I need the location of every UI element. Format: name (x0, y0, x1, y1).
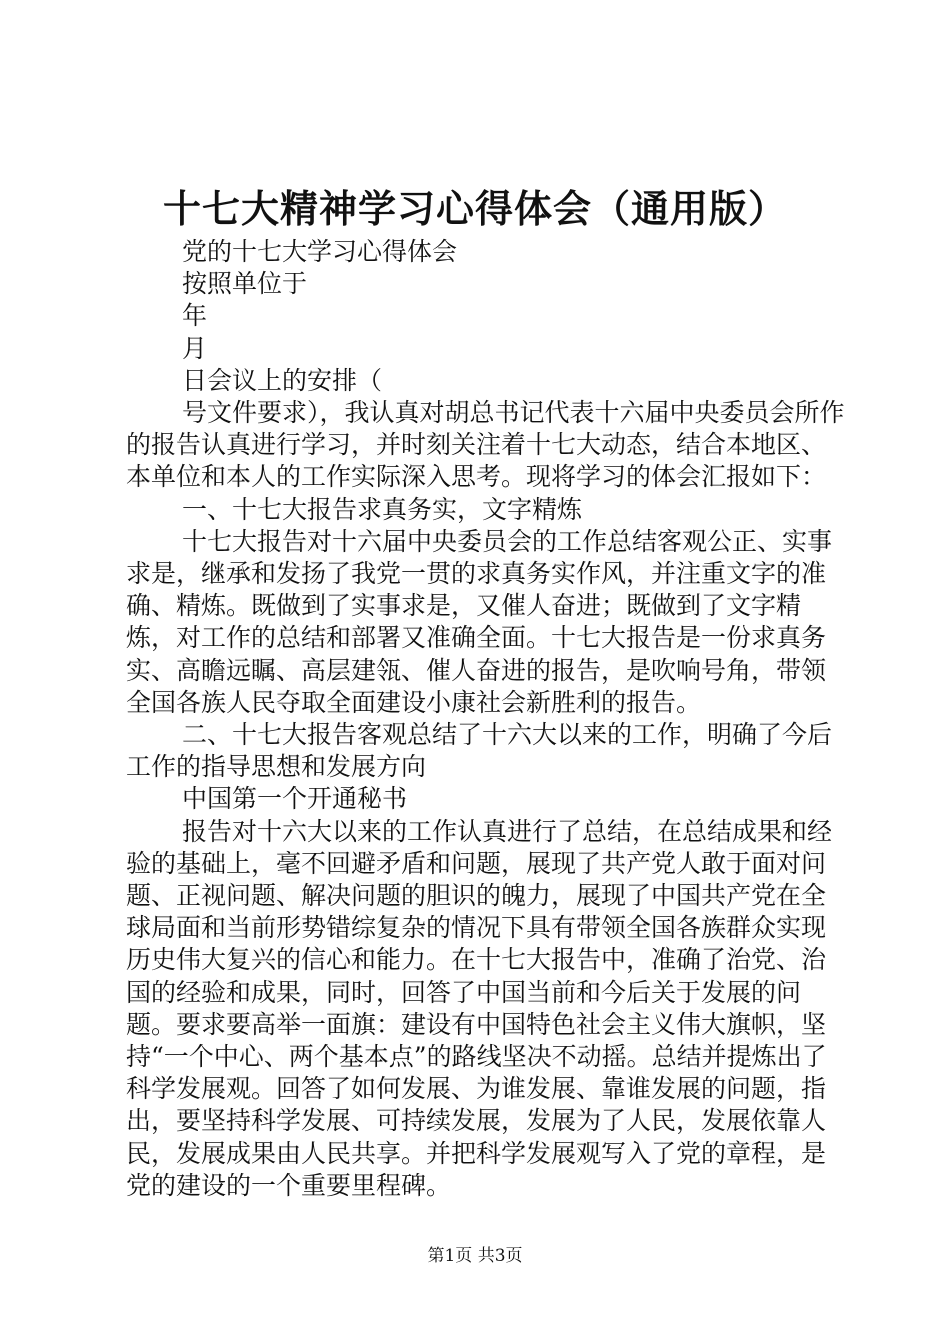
paragraph-line: 按照单位于 (182, 269, 308, 299)
document-title: 十七大精神学习心得体会（通用版） (162, 186, 787, 231)
paragraph-subtitle: 党的十七大学习心得体会 (182, 237, 458, 266)
paragraph-line: 年 (182, 301, 208, 331)
section-heading-1: 一、十七大报告求真务实，文字精炼 (182, 494, 583, 524)
paragraph-intro: 号文件要求），我认真对胡总书记代表十六届中央委员会所作的报告认真进行学习，并时刻关注着十七大动态，结合本地区、本单位和本人的工作实际深入思考。现将学习的体会汇报如下： (126, 398, 845, 492)
paragraph-line: 中国第一个开通秘书 (182, 784, 408, 814)
paragraph-line: 月 (182, 333, 208, 363)
paragraph-line: 日会议上的安排（ (182, 365, 383, 395)
paragraph-section-1: 十七大报告对十六届中央委员会的工作总结客观公正、实事求是，继承和发扬了我党一贯的求真务实作风，并注重文字的准确、精炼。既做到了实事求是，又催人奋进；既做到了文字精炼，对工作的总结和部署又准确全面。十七大报告是一份求真务实、高瞻远瞩、高层建瓴、催人奋进的报告，是吹响号角，带领全国各族人民夺取全面建设小康社会新胜利的报告。 (126, 526, 833, 717)
section-heading-2: 二、十七大报告客观总结了十六大以来的工作，明确了今后工作的指导思想和发展方向 (126, 720, 833, 782)
paragraph-section-2: 报告对十六大以来的工作认真进行了总结，在总结成果和经验的基础上，毫不回避矛盾和问题，展现了共产党人敢于面对问题、正视问题、解决问题的胆识的魄力，展现了中国共产党在全球局面和当前形势错综复杂的情况下具有带领全国各族群众实现历史伟大复兴的信心和能力。在十七大报告中，准确了治党、治国的经验和成果，同时，回答了中国当前和今后关于发展的问题。要求要高举一面旗：建设有中国特色社会主义伟大旗帜，坚持“一个中心、两个基本点”的路线坚决不动摇。总结并提炼出了科学发展观。回答了如何发展、为谁发展、靠谁发展的问题，指出，要坚持科学发展、可持续发展，发展为了人民，发展依靠人民，发展成果由人民共享。并把科学发展观写入了党的章程，是党的建设的一个重要里程碑。 (126, 816, 833, 1200)
document-body (126, 236, 846, 1202)
page-footer: 第1页 共3页 (427, 1246, 523, 1266)
